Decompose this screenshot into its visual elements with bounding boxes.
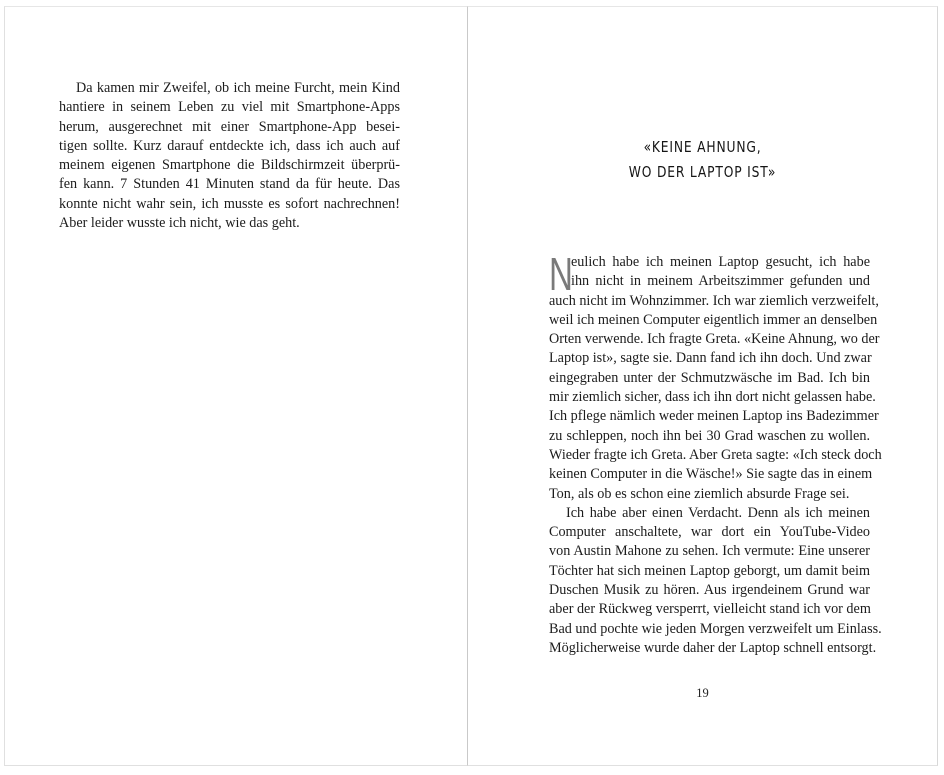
text-line: Töchter hat sich meinen Laptop geborgt, um damit beim <box>549 562 870 579</box>
text-line: aber der Rückweg versperrt, vielleicht stand ich vor dem <box>549 601 871 618</box>
text-line: Wieder fragte ich Greta. Aber Greta sagte: «Ich steck doch <box>549 446 882 463</box>
text-line: Duschen Musik zu hören. Aus irgendeinem Grund war <box>549 582 870 599</box>
text-line: auch nicht im Wohnzimmer. Ich war ziemlich verzweifelt, <box>549 292 879 309</box>
text-line: fen kann. 7 Stunden 41 Minuten stand da für heute. Das <box>59 176 400 193</box>
text-line: Laptop ist», sagte sie. Dann fand ich ihn doch. Und zwar <box>549 350 872 367</box>
text-line: ihn nicht in meinem Arbeitszimmer gefunden und <box>571 273 870 290</box>
text-line: meinem eigenen Smartphone die Bildschirmzeit überprü- <box>59 157 400 174</box>
text-line: Möglicherweise wurde daher der Laptop schnell entsorgt. <box>549 639 877 656</box>
text-line: weil ich meinen Computer eigentlich immer an denselben <box>549 311 878 328</box>
chapter-title <box>510 135 895 185</box>
text-line: hantiere in seinem Leben zu viel mit Smartphone-Apps <box>59 99 400 116</box>
text-line: von Austin Mahone zu sehen. Ich vermute: Eine unserer <box>549 543 870 560</box>
text-line: Ton, als ob es schon eine ziemlich absurde Frage sei. <box>549 485 850 502</box>
right-page-body <box>549 248 882 658</box>
page-number: 19 <box>696 686 709 700</box>
text-line: keinen Computer in die Wäsche!» Sie sagte das in einem <box>549 466 873 483</box>
right-page <box>468 6 938 766</box>
left-page-body <box>59 79 400 233</box>
text-line: Ich pflege nämlich weder meinen Laptop ins Badezimmer <box>549 408 879 425</box>
text-line: eingegraben unter der Schmutzwäsche im Bad. Ich bin <box>549 369 870 386</box>
text-line: eulich habe ich meinen Laptop gesucht, ich habe <box>571 254 870 270</box>
text-line: konnte nicht wahr sein, ich musste es sofort nachrechnen! <box>59 195 400 212</box>
text-line: Da kamen mir Zweifel, ob ich meine Furcht, mein Kind <box>76 80 400 96</box>
text-line: mir ziemlich sicher, dass ich ihn dort nicht gelassen habe. <box>549 389 876 406</box>
drop-cap: N <box>549 248 573 300</box>
text-line: Aber leider wusste ich nicht, wie das geht. <box>59 215 300 232</box>
chapter-title-line: WO DER LAPTOP IST» <box>628 163 777 181</box>
text-line: tigen sollte. Kurz darauf entdeckte ich, dass ich auch auf <box>59 137 400 154</box>
text-line: herum, ausgerechnet mit einer Smartphone-App besei- <box>59 118 400 135</box>
text-line: Ich habe aber einen Verdacht. Denn als ich meinen <box>566 504 870 521</box>
chapter-title-line: «KEINE AHNUNG, <box>643 138 762 156</box>
text-line: Orten verwende. Ich fragte Greta. «Keine Ahnung, wo der <box>549 331 880 348</box>
text-line: Bad und pochte wie jeden Morgen verzweifelt um Einlass. <box>549 620 882 637</box>
text-line: Computer anschaltete, war dort ein YouTube-Video <box>549 524 870 541</box>
left-page <box>4 6 468 766</box>
text-line: zu schleppen, noch ihn bei 30 Grad waschen zu wollen. <box>549 427 870 444</box>
